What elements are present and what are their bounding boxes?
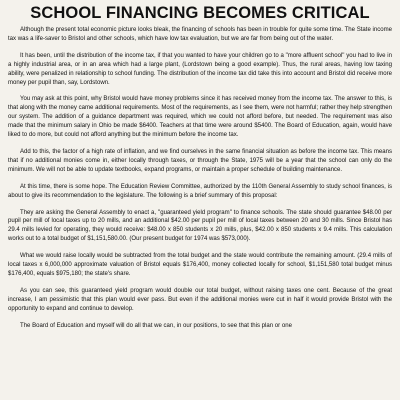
paragraph-5: At this time, there is some hope. The Education Review Committee, authorized by the 110th General Assembly to study school finances, is about to give its recommendation to the legislature. The following is a brief summary of this proposal:: [8, 183, 392, 199]
paragraph-1: Although the present total economic picture looks bleak, the financing of schools has been in trouble for quite some time. The State income tax was a life-saver to Bristol and other schools, which have low tax evaluation, but we are far from being out of the water.: [8, 27, 392, 42]
paragraph-6: They are asking the General Assembly to enact a, "guaranteed yield program" to finance schools. The state should guarantee $48.00 per pupil per mill of local taxes up to 20 mills, and an additional $42.00 per pupil per mill of local taxes between 20 and 30 mills. Since Bristol has 29.4 mills levied for operating, they would receive: $48.00 x 850 students x 20 mills, plus, $42.00 x 850 students x 9.4 mills. This calculation works out to a total budget of $1,151,580.00. (Our present budget for 1974 was $573,000).: [8, 209, 392, 243]
paragraph-9: The Board of Education and myself will do all that we can, in our positions, to see that this plan or one: [20, 322, 292, 329]
paragraph-4: Add to this, the factor of a high rate of inflation, and we find ourselves in the same financial situation as before the income tax. This means that if no additional monies come in, either locally through taxes, or through the State, 1975 will be a year that the school can only do the minimum. We will not be able to update textbooks, expand programs, or maintain a proper schedule of building maintenance.: [8, 148, 392, 173]
paragraph-2: It has been, until the distribution of the income tax, if that you wanted to have your children go to a "more affluent school" you had to live in a highly industrial area, or in an area which had a large plant, (Lordstown being a good example). Thus, the rural areas, having low taxing ability, were penalized in relationship to school funding. The distribution of the income tax did take this into account and Bristol did receive more money per pupil than, say, Lordstown.: [8, 52, 392, 86]
paragraph-8: As you can see, this guaranteed yield program would double our total budget, without raising taxes one cent. Because of the great increase, I am pessimistic that this plan would ever pass. But even if the additional monies were cut in half it would provide Bristol with the opportunity to expand and continue to develop.: [8, 287, 392, 312]
paragraph-7: What we would raise locally would be subtracted from the total budget and the state would contribute the remaining amount. (29.4 mills of local taxes x 6,000,000 approximate valuation of Bristol equals $176,400, money collected locally for school, $1,151,580 total budget minus $176,400, equals $975,180; the state's share.: [8, 253, 392, 277]
article-title: SCHOOL FINANCING BECOMES CRITICAL: [30, 4, 370, 22]
paragraph-3: You may ask at this point, why Bristol would have money problems since it has received money from the income tax. The answer to this, is that along with the money came additional requirements. Most of the requirements, as I see them, were not harmful; rather they help strengthen our system. The addition of a guidance department was required, which we could not afford before, but needed. The requirement was also made that the minimum salary in Ohio be made $6400. Teachers at that time were around $5400. The Board of Education, again, would have liked to do more, but could not afford anything but the minimum before the income tax.: [8, 96, 392, 139]
